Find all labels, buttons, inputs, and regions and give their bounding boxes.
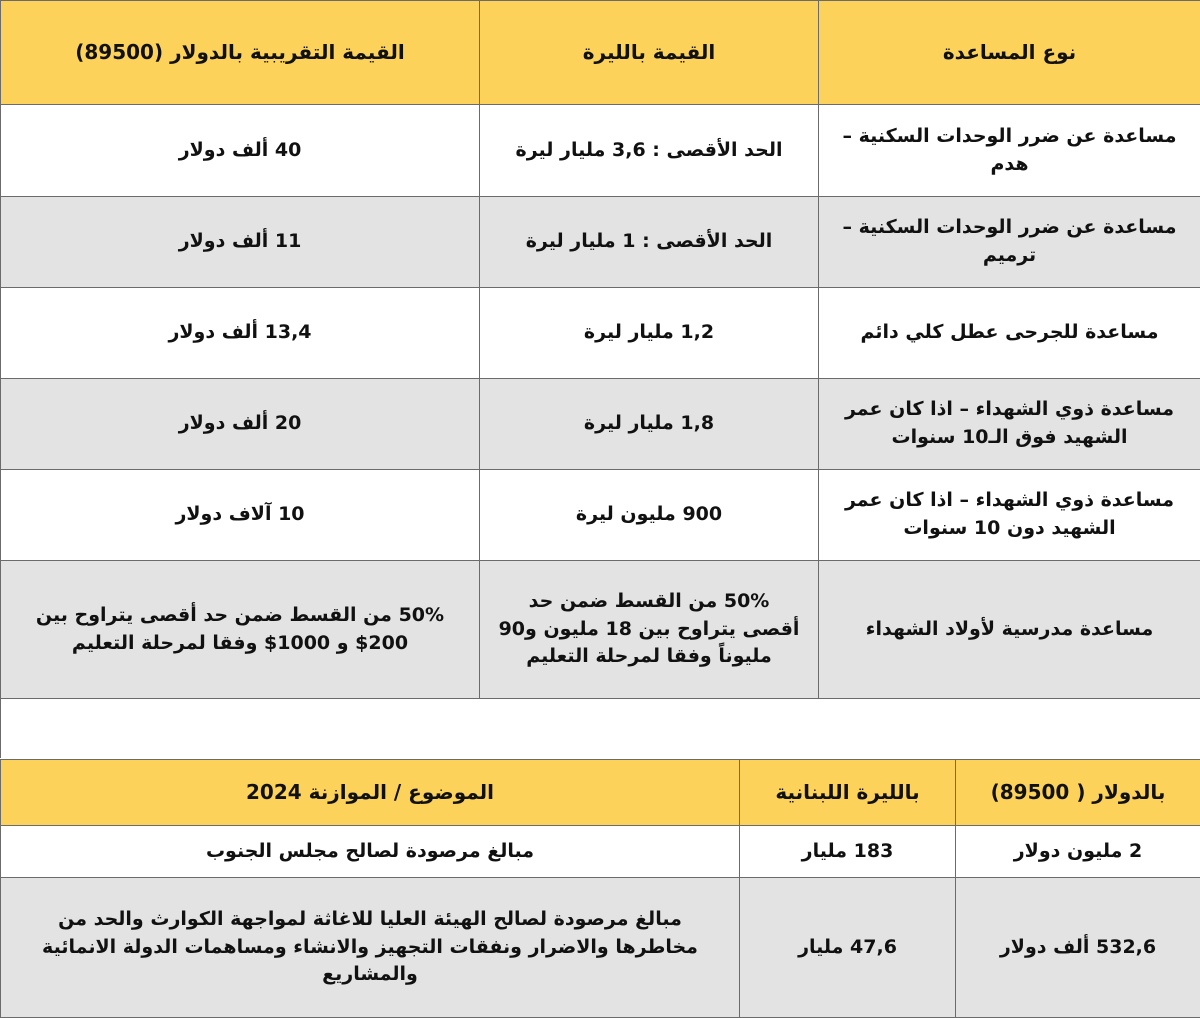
aid-type-cell: مساعدة عن ضرر الوحدات السكنية – هدم (819, 105, 1200, 197)
value-lira-cell: الحد الأقصى : 3,6 مليار ليرة (480, 105, 819, 197)
lira-cell: 47,6 مليار (740, 878, 956, 1018)
aid-type-cell: مساعدة للجرحى عطل كلي دائم (819, 288, 1200, 379)
aid-type-cell: مساعدة ذوي الشهداء – اذا كان عمر الشهيد دون 10 سنوات (819, 470, 1200, 561)
usd-cell: 2 مليون دولار (956, 826, 1200, 878)
table-row (1, 288, 1200, 379)
usd-cell: 532,6 ألف دولار (956, 878, 1200, 1018)
value-usd-cell: 50% من القسط ضمن حد أقصى يتراوح بين 200$ و 1000$ وفقا لمرحلة التعليم (1, 561, 480, 699)
header-aid-type: نوع المساعدة (819, 1, 1200, 105)
value-lira-cell: 900 مليون ليرة (480, 470, 819, 561)
value-lira-cell: 1,2 مليار ليرة (480, 288, 819, 379)
budget-table (0, 759, 1200, 1018)
value-lira-cell: 1,8 مليار ليرة (480, 379, 819, 470)
subject-cell: مبالغ مرصودة لصالح الهيئة العليا للاغاثة لمواجهة الكوارث والحد من مخاطرها والاضرار ونفقات التجهيز والانشاء ومساهمات الدولة الانمائية والمشاريع (1, 878, 740, 1018)
header-subject: الموضوع / الموازنة 2024 (1, 760, 740, 826)
value-usd-cell: 20 ألف دولار (1, 379, 480, 470)
header-value-lira: القيمة بالليرة (480, 1, 819, 105)
lira-cell: 183 مليار (740, 826, 956, 878)
table-row (1, 826, 1200, 878)
value-lira-cell: الحد الأقصى : 1 مليار ليرة (480, 197, 819, 288)
table-row (1, 197, 1200, 288)
header-value-usd: القيمة التقريبية بالدولار (89500) (1, 1, 480, 105)
aid-table-header (1, 1, 1200, 105)
table-spacer (0, 689, 1200, 758)
value-usd-cell: 13,4 ألف دولار (1, 288, 480, 379)
table-row (1, 878, 1200, 1018)
table-row (1, 379, 1200, 470)
subject-cell: مبالغ مرصودة لصالح مجلس الجنوب (1, 826, 740, 878)
value-lira-cell: 50% من القسط ضمن حد أقصى يتراوح بين 18 مليون و90 مليوناً وفقا لمرحلة التعليم (480, 561, 819, 699)
aid-type-cell: مساعدة مدرسية لأولاد الشهداء (819, 561, 1200, 699)
value-usd-cell: 10 آلاف دولار (1, 470, 480, 561)
aid-type-cell: مساعدة ذوي الشهداء – اذا كان عمر الشهيد فوق الـ10 سنوات (819, 379, 1200, 470)
header-lira: بالليرة اللبنانية (740, 760, 956, 826)
table-row (1, 105, 1200, 197)
value-usd-cell: 11 ألف دولار (1, 197, 480, 288)
budget-table-header (1, 760, 1200, 826)
header-usd: بالدولار ( 89500) (956, 760, 1200, 826)
table-row (1, 470, 1200, 561)
table-row (1, 561, 1200, 699)
aid-type-cell: مساعدة عن ضرر الوحدات السكنية – ترميم (819, 197, 1200, 288)
value-usd-cell: 40 ألف دولار (1, 105, 480, 197)
